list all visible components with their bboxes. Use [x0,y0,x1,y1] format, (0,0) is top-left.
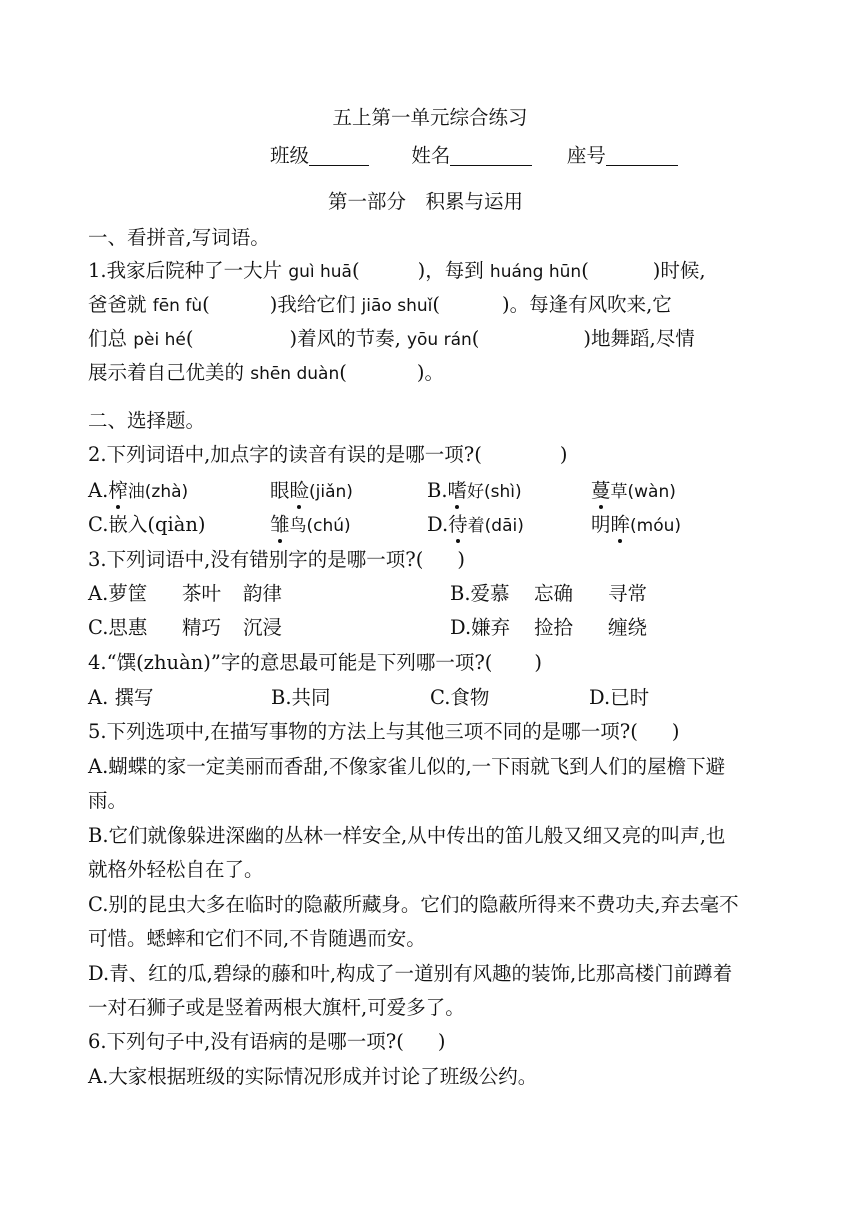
q3-c-word3: 沉浸 [243,616,283,639]
q3-c-word2: 精巧 [182,616,222,639]
q1-line4: 展示着自己优美的 shēn duàn( )。 [88,361,444,384]
q2-option-c1: C.嵌入(qiàn) [88,513,206,536]
q5-option-d-line1: D.青、红的瓜,碧绿的藤和叶,构成了一道别有风趣的装饰,比那高楼门前蹲着 [88,962,733,985]
q3-d-word2: 捡拾 [534,616,574,639]
seat-label: 座号 [566,144,606,167]
q2-option-a2: 眼睑(jiǎn) [270,479,353,502]
q4-option-c: C.食物 [430,686,490,709]
q3-d-word1: D.嫌弃 [450,616,511,639]
q5-option-a-line1: A.蝴蝶的家一定美丽而香甜,不像家雀儿似的,一下雨就飞到人们的屋檐下避 [88,755,726,778]
pinyin-jiao-shui: jiāo shuǐ [361,296,433,316]
q2-option-d2: 明眸(móu) [591,513,682,536]
class-blank[interactable] [309,145,369,166]
q2-option-b2: 蔓草(wàn) [591,479,676,502]
pinyin-gui-hua: guì huā [288,262,352,282]
pinyin-fen-fu: fēn fù [152,296,203,316]
q5-option-b-line2: 就格外轻松自在了。 [88,858,264,881]
q3-d-word3: 缠绕 [608,616,648,639]
q6-stem: 6.下列句子中,没有语病的是哪一项?( ) [88,1030,446,1053]
q3-b-word1: B.爱慕 [450,582,510,605]
q5-option-c-line2: 可惜。蟋蟀和它们不同,不肯随遇而安。 [88,927,426,950]
q5-stem: 5.下列选项中,在描写事物的方法上与其他三项不同的是哪一项?( ) [88,720,680,743]
q5-option-c-line1: C.别的昆虫大多在临时的隐蔽所藏身。它们的隐蔽所得来不费功夫,弃去毫不 [88,893,739,916]
class-label: 班级 [270,144,310,167]
q3-b-word3: 寻常 [608,582,648,605]
part1-title: 第一部分 积累与运用 [328,190,524,213]
student-info-line [270,144,690,168]
pinyin-shen-duan: shēn duàn [250,364,340,384]
q1-line1: 1.我家后院种了一大片 guì huā( )，每到 huáng hūn( )时候, [88,259,706,282]
q2-stem: 2.下列词语中,加点字的读音有误的是哪一项?( ) [88,443,568,466]
seat-blank[interactable] [606,145,678,166]
q2-option-c2: 雏鸟(chú) [270,513,351,536]
q3-c-word1: C.思惠 [88,616,148,639]
name-label: 姓名 [411,144,451,167]
section1-heading: 一、看拼音,写词语。 [88,226,270,249]
q1-line2: 爸爸就 fēn fù( )我给它们 jiāo shuǐ( )。每逢有风吹来,它 [88,293,672,316]
q5-option-d-line2: 一对石狮子或是竖着两根大旗杆,可爱多了。 [88,996,465,1019]
q2-option-a1: A.榨油(zhà) [88,479,189,502]
q2-option-b1: B.嗜好(shì) [427,479,522,502]
pinyin-you-ran: yōu rán [406,330,472,350]
q3-a-word3: 韵律 [243,582,283,605]
q3-a-word2: 茶叶 [182,582,222,605]
q2-option-d1: D.待着(dāi) [427,513,524,536]
q6-option-a: A.大家根据班级的实际情况形成并讨论了班级公约。 [88,1065,538,1088]
q3-b-word2: 忘确 [534,582,574,605]
q4-option-d: D.已时 [589,686,650,709]
pinyin-huang-hun: huáng hūn [489,262,582,282]
q5-option-a-line2: 雨。 [88,789,128,812]
q3-stem: 3.下列词语中,没有错别字的是哪一项?( ) [88,548,465,571]
pinyin-pei-he: pèi hé [133,330,186,350]
q4-option-b: B.共同 [271,686,331,709]
section2-heading: 二、选择题。 [88,409,206,432]
q4-option-a: A. 撰写 [88,686,154,709]
q1-line3: 们总 pèi hé( )着风的节奏, yōu rán( )地舞蹈,尽情 [88,327,695,350]
q4-stem: 4.“馔(zhuàn)”字的意思最可能是下列哪一项?( ) [88,651,543,674]
q5-option-b-line1: B.它们就像躲进深幽的丛林一样安全,从中传出的笛儿般又细又亮的叫声,也 [88,824,726,847]
q3-a-word1: A.萝筐 [88,582,148,605]
name-blank[interactable] [450,145,532,166]
page-title: 五上第一单元综合练习 [332,106,528,129]
